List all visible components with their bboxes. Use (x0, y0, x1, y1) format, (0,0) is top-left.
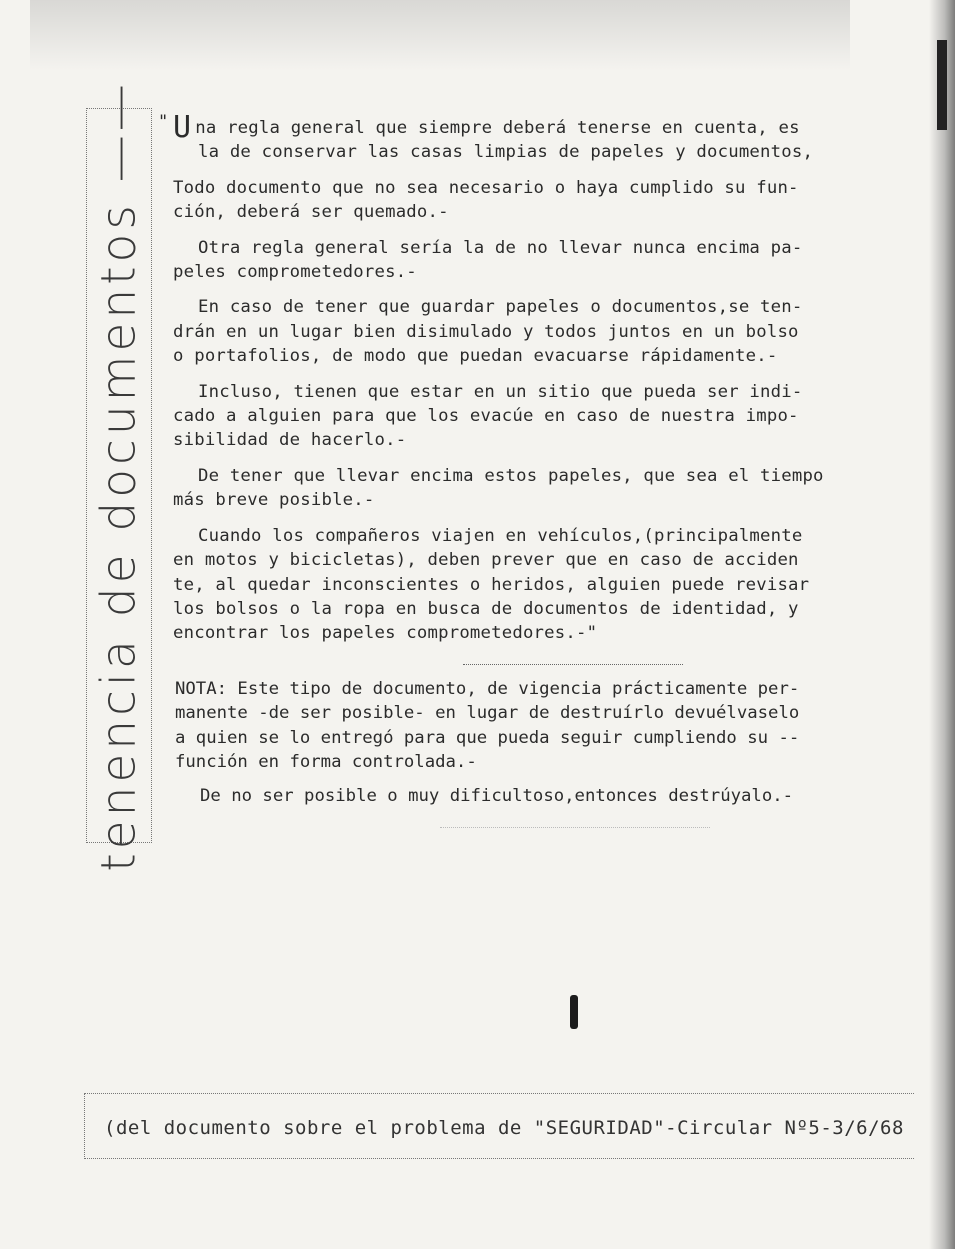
note-line: manente -de ser posible- en lugar de destruírlo devuélvaselo (175, 703, 800, 724)
paragraph-2 (173, 176, 901, 225)
divider (463, 664, 683, 665)
drop-letter: U (173, 110, 192, 145)
paragraph-line: o portafolios, de modo que puedan evacuarse rápidamente.- (173, 346, 778, 367)
paragraph-line: sibilidad de hacerlo.- (173, 430, 407, 451)
paragraph-line: en motos y bicicletas), deben prever que en caso de acciden (173, 550, 799, 571)
paragraph-line: Otra regla general sería la de no llevar nunca encima pa- (198, 237, 803, 258)
scan-edge-shadow (929, 0, 955, 1249)
footer-citation: (del documento sobre el problema de "SEGURIDAD"-Circular Nº5-3/6/68 (104, 1117, 904, 1139)
note-block (175, 677, 903, 819)
paragraph-line: peles comprometedores.- (173, 262, 417, 283)
side-title: tenencia de documentos —— (91, 79, 147, 872)
paragraph-line: Una regla general que siempre deberá tenerse en cuenta, es (173, 110, 800, 145)
paragraph-line: Incluso, tienen que estar en un sitio que pueda ser indi- (198, 381, 803, 402)
note-paragraph (175, 784, 903, 808)
paragraph-7 (173, 524, 901, 646)
paragraph-3 (173, 236, 901, 285)
note-paragraph (175, 677, 903, 775)
note-line: De no ser posible o muy dificultoso,entonces destrúyalo.- (200, 785, 794, 806)
paragraph-line: encontrar los papeles comprometedores.-" (173, 623, 598, 644)
body-text (173, 110, 901, 657)
note-line: función en forma controlada.- (175, 752, 477, 773)
paragraph-4 (173, 295, 901, 368)
note-line: a quien se lo entregó para que pueda seguir cumpliendo su -- (175, 727, 800, 748)
paragraph-line: la de conservar las casas limpias de papeles y documentos, (198, 142, 814, 163)
paragraph-line: Todo documento que no sea necesario o haya cumplido su fun- (173, 177, 799, 198)
paragraph-5 (173, 380, 901, 453)
ink-smear (570, 995, 578, 1029)
paragraph-line: En caso de tener que guardar papeles o documentos,se ten- (198, 297, 803, 318)
note-line: NOTA: Este tipo de documento, de vigencia prácticamente per- (175, 679, 800, 699)
paragraph-line: ción, deberá ser quemado.- (173, 202, 449, 223)
paragraph-line: te, al quedar inconscientes o heridos, alguien puede revisar (173, 574, 810, 595)
scan-edge-mark (937, 40, 947, 130)
divider (440, 827, 710, 828)
paragraph-6 (173, 464, 901, 513)
paragraph-line: los bolsos o la ropa en busca de documentos de identidad, y (173, 598, 799, 619)
paragraph-line: más breve posible.- (173, 490, 375, 511)
paragraph-line: cado a alguien para que los evacúe en caso de nuestra impo- (173, 406, 799, 427)
paragraph-line: drán en un lugar bien disimulado y todos juntos en un bolso (173, 321, 799, 342)
opening-quote: " (158, 112, 169, 132)
paragraph-line: Cuando los compañeros viajen en vehículos,(principalmente (198, 525, 803, 546)
paragraph-1 (173, 110, 901, 165)
paragraph-line: De tener que llevar encima estos papeles, que sea el tiempo (198, 465, 824, 486)
scan-smudge (30, 0, 850, 70)
side-title-box (86, 79, 152, 872)
